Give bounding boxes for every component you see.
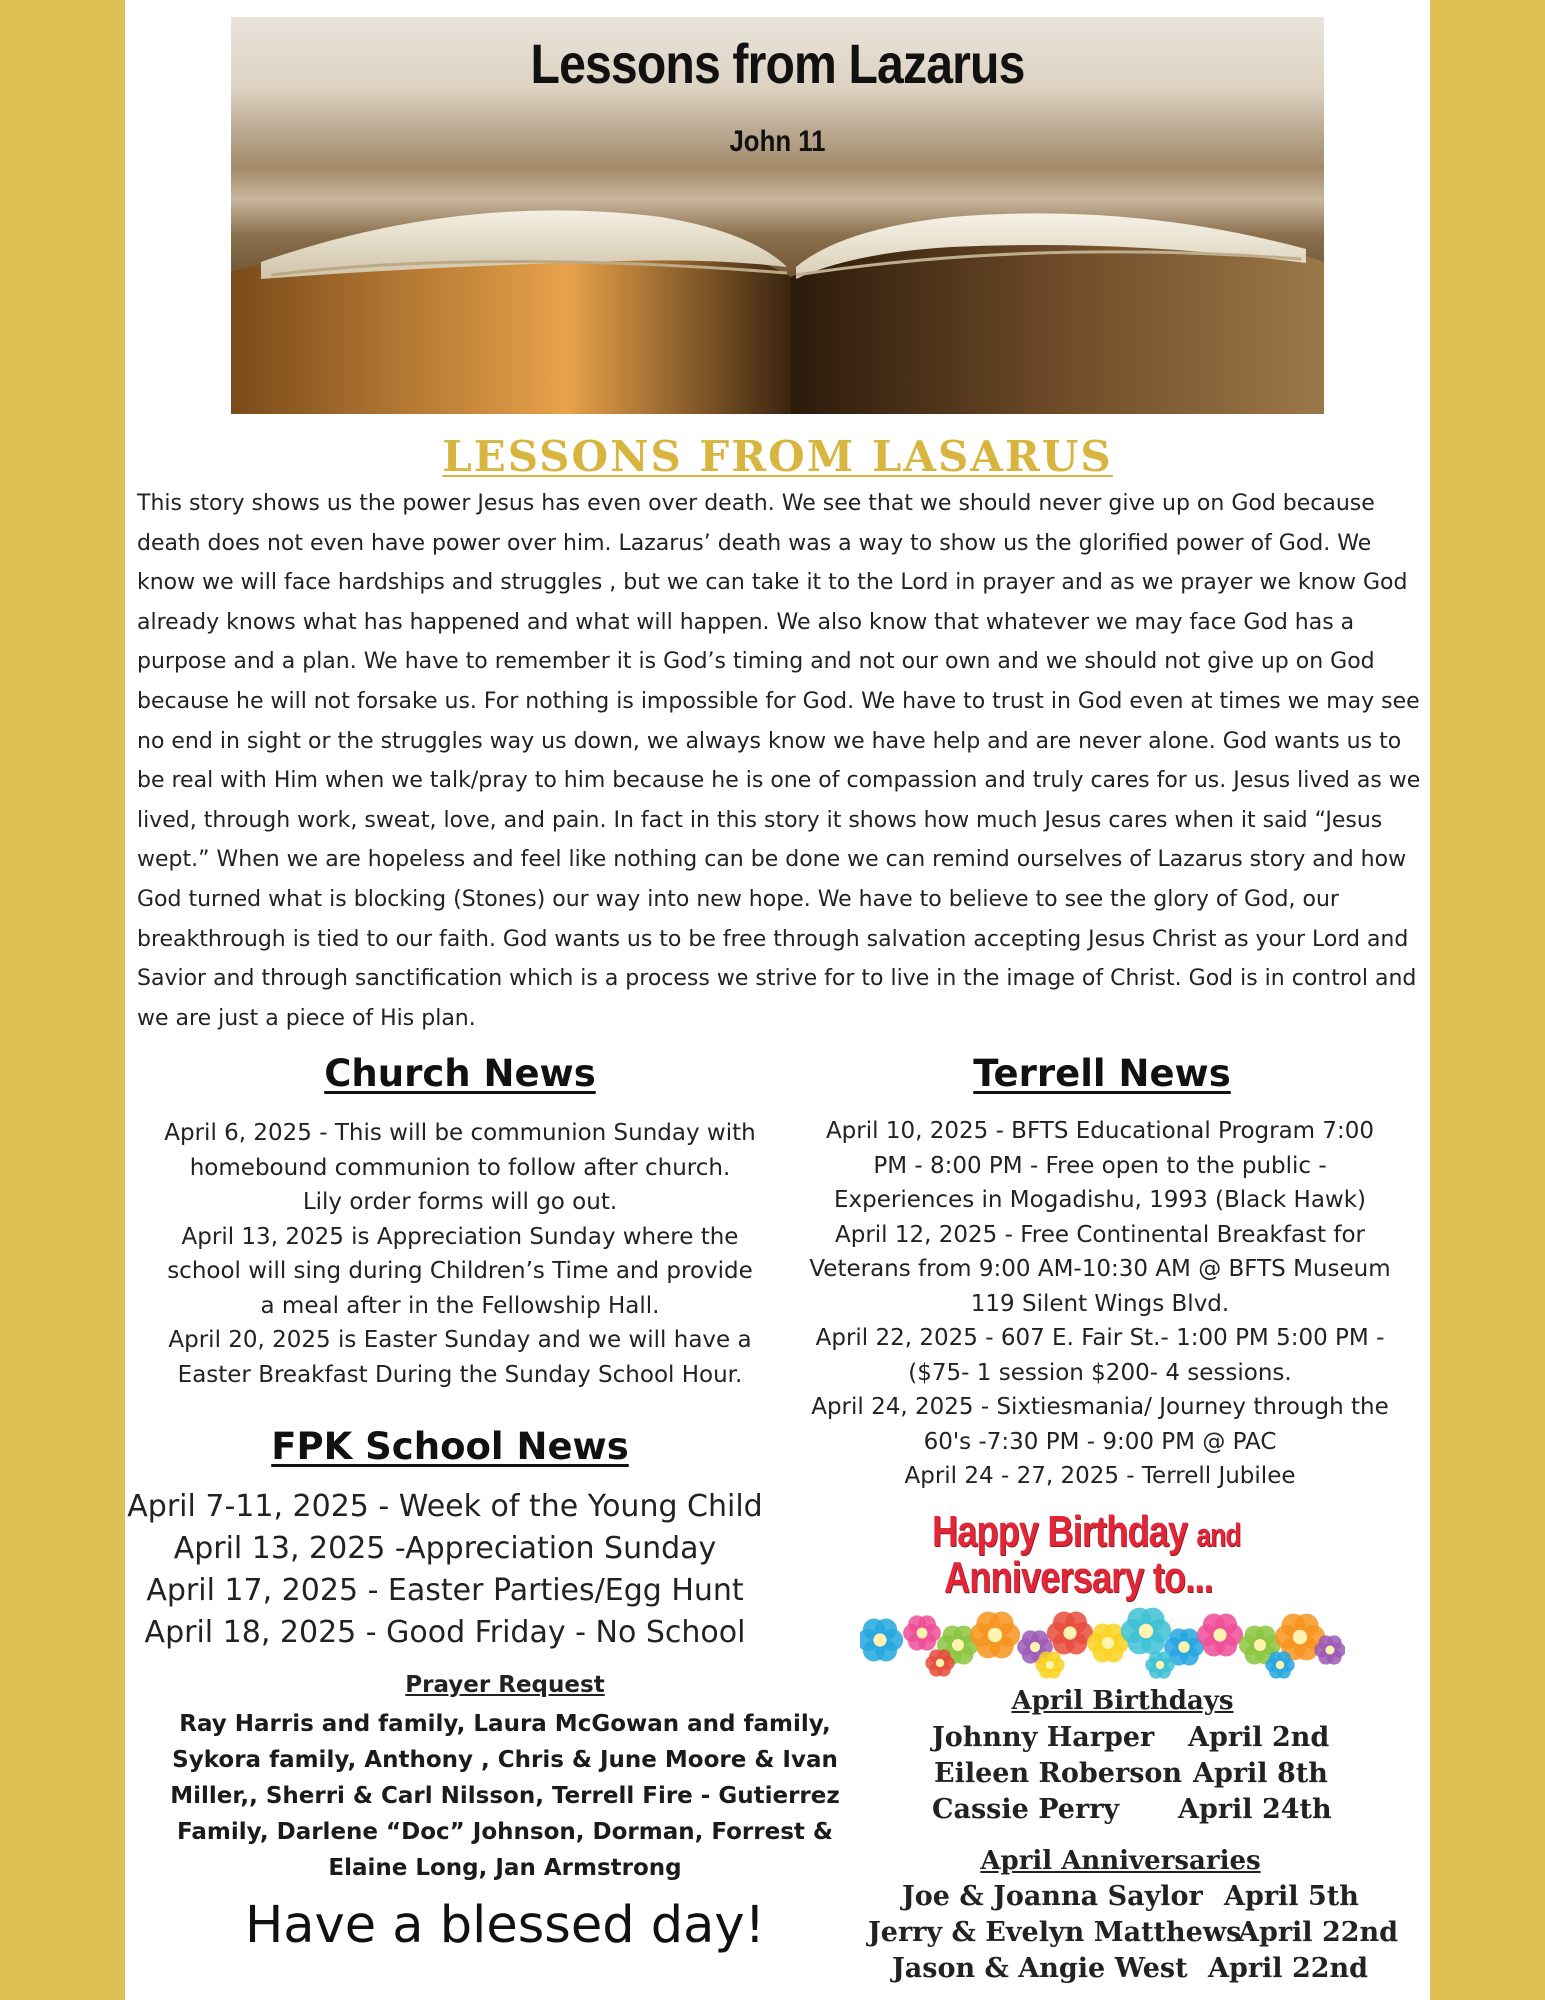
story-body: This story shows us the power Jesus has even over death. We see that we should never give up on God because death does not even have power over him. Lazarus’ death was a way to show us the glorified power of God. We know we will face hardships and struggles , but we can take it to the Lord in prayer and as we prayer we know God already knows what has happened and what will happen. We also know that whatever we may face God has a purpose and a plan. We have to remember it is God’s timing and not our own and we should not give up on God because he will not forsake us. For nothing is impossible for God. We have to trust in God even at times we may see no end in sight or the struggles way us down, we always know we have help and are never alone. God wants us to be real with Him when we talk/pray to him because he is one of compassion and truly cares for us. Jesus lived as we lived, through work, sweat, love, and pain. In fact in this story it shows how much Jesus cares when it said “Jesus wept.” When we are hopeless and feel like nothing can be done we can remind ourselves of Lazarus story and how God turned what is blocking (Stones) our way into new hope. We have to believe to see the glory of God, our breakthrough is tied to our faith. God wants us to be free through salvation accepting Jesus Christ as your Lord and Savior and through sanctification which is a process we strive for to live in the image of Christ. God is in control and we are just a piece of His plan. <box>137 491 1421 1031</box>
banner-subtitle: John 11 <box>729 125 826 158</box>
closing-message: Have a blessed day! <box>244 1896 766 1955</box>
anniversary-name: Jerry & Evelyn Matthews <box>868 1917 1242 1948</box>
birthday-date: April 8th <box>1193 1758 1328 1789</box>
header-banner-image <box>231 17 1324 414</box>
terrell-news-line: ($75- 1 session $200- 4 sessions. <box>908 1359 1292 1386</box>
fpk-news-line: April 18, 2025 - Good Friday - No School <box>144 1615 746 1650</box>
birthday-date: April 2nd <box>1188 1722 1330 1753</box>
anniversaries-heading: April Anniversaries <box>980 1846 1261 1876</box>
prayer-request-line: Miller,, Sherri & Carl Nilsson, Terrell Fire - Gutierrez <box>170 1783 840 1809</box>
church-news-line: a meal after in the Fellowship Hall. <box>260 1292 660 1319</box>
fpk-news-heading: FPK School News <box>271 1425 629 1468</box>
anniversary-row <box>866 1953 1386 1989</box>
terrell-news-line: April 24, 2025 - Sixtiesmania/ Journey through the <box>811 1394 1389 1420</box>
prayer-request-heading: Prayer Request <box>405 1672 605 1698</box>
greeting-main: Happy Birthday <box>932 1507 1188 1556</box>
prayer-request-line: Sykora family, Anthony , Chris & June Moore & Ivan <box>172 1747 838 1773</box>
anniversary-row <box>866 1917 1399 1953</box>
terrell-news-line: Experiences in Mogadishu, 1993 (Black Hawk) <box>833 1187 1367 1213</box>
birthdays-list <box>930 1722 1350 1830</box>
birthday-greeting-line2: Anniversary to... <box>944 1553 1213 1602</box>
birthday-row <box>930 1794 1350 1830</box>
prayer-request-list <box>170 1706 840 1886</box>
prayer-request-line: Ray Harris and family, Laura McGowan and family, <box>179 1711 831 1737</box>
anniversary-row <box>866 1881 1386 1917</box>
anniversary-date: April 22nd <box>1238 1917 1399 1948</box>
banner-title: Lessons from Lazarus <box>530 32 1025 95</box>
terrell-news-line: Veterans from 9:00 AM-10:30 AM @ BFTS Museum <box>809 1256 1391 1282</box>
story-heading: LESSONS FROM LASARUS <box>442 432 1113 481</box>
church-news-list <box>140 1116 780 1392</box>
birthday-row <box>930 1758 1350 1794</box>
terrell-news-line: 60's -7:30 PM - 9:00 PM @ PAC <box>923 1428 1277 1455</box>
fpk-news-line: April 7-11, 2025 - Week of the Young Child <box>127 1489 763 1524</box>
terrell-news-line: April 22, 2025 - 607 E. Fair St.- 1:00 PM 5:00 PM - <box>815 1325 1385 1351</box>
church-news-line: April 13, 2025 is Appreciation Sunday where the <box>181 1223 739 1250</box>
anniversary-name: Joe & Joanna Saylor <box>902 1881 1203 1912</box>
terrell-news-heading: Terrell News <box>973 1052 1231 1095</box>
terrell-news-line: April 10, 2025 - BFTS Educational Program 7:00 <box>825 1118 1375 1144</box>
fpk-news-line: April 17, 2025 - Easter Parties/Egg Hunt <box>146 1573 744 1608</box>
anniversary-name: Jason & Angie West <box>892 1953 1188 1984</box>
church-news-line: homebound communion to follow after church. <box>189 1154 731 1181</box>
birthday-name: Johnny Harper <box>932 1722 1155 1753</box>
church-news-line: April 6, 2025 - This will be communion Sunday with <box>164 1120 756 1146</box>
terrell-news-line: PM - 8:00 PM - Free open to the public - <box>873 1152 1327 1179</box>
terrell-news-list <box>780 1114 1420 1494</box>
greeting-and: and <box>1196 1517 1241 1553</box>
fpk-news-list <box>125 1486 765 1654</box>
church-news-heading: Church News <box>324 1052 596 1095</box>
prayer-request-line: Family, Darlene “Doc” Johnson, Dorman, Forrest & <box>177 1819 833 1845</box>
terrell-news-line: April 12, 2025 - Free Continental Breakfast for <box>835 1221 1365 1248</box>
church-news-line: April 20, 2025 is Easter Sunday and we will have a <box>168 1327 752 1353</box>
anniversary-date: April 5th <box>1224 1881 1359 1912</box>
terrell-news-line: 119 Silent Wings Blvd. <box>970 1290 1230 1317</box>
church-news-line: Lily order forms will go out. <box>302 1189 618 1215</box>
fpk-news-line: April 13, 2025 -Appreciation Sunday <box>173 1531 717 1566</box>
birthday-greeting-line1 <box>932 1507 1241 1557</box>
birthdays-heading: April Birthdays <box>1011 1686 1234 1716</box>
anniversaries-list <box>866 1881 1399 1989</box>
birthday-name: Cassie Perry <box>932 1794 1120 1825</box>
church-news-line: school will sing during Children’s Time and provide <box>167 1258 753 1284</box>
birthday-date: April 24th <box>1178 1794 1332 1825</box>
church-news-line: Easter Breakfast During the Sunday School Hour. <box>177 1361 743 1388</box>
birthday-name: Eileen Roberson <box>934 1758 1183 1789</box>
prayer-request-line: Elaine Long, Jan Armstrong <box>328 1855 682 1881</box>
birthday-row <box>930 1722 1350 1758</box>
terrell-news-line: April 24 - 27, 2025 - Terrell Jubilee <box>904 1463 1296 1489</box>
anniversary-date: April 22nd <box>1208 1953 1369 1984</box>
